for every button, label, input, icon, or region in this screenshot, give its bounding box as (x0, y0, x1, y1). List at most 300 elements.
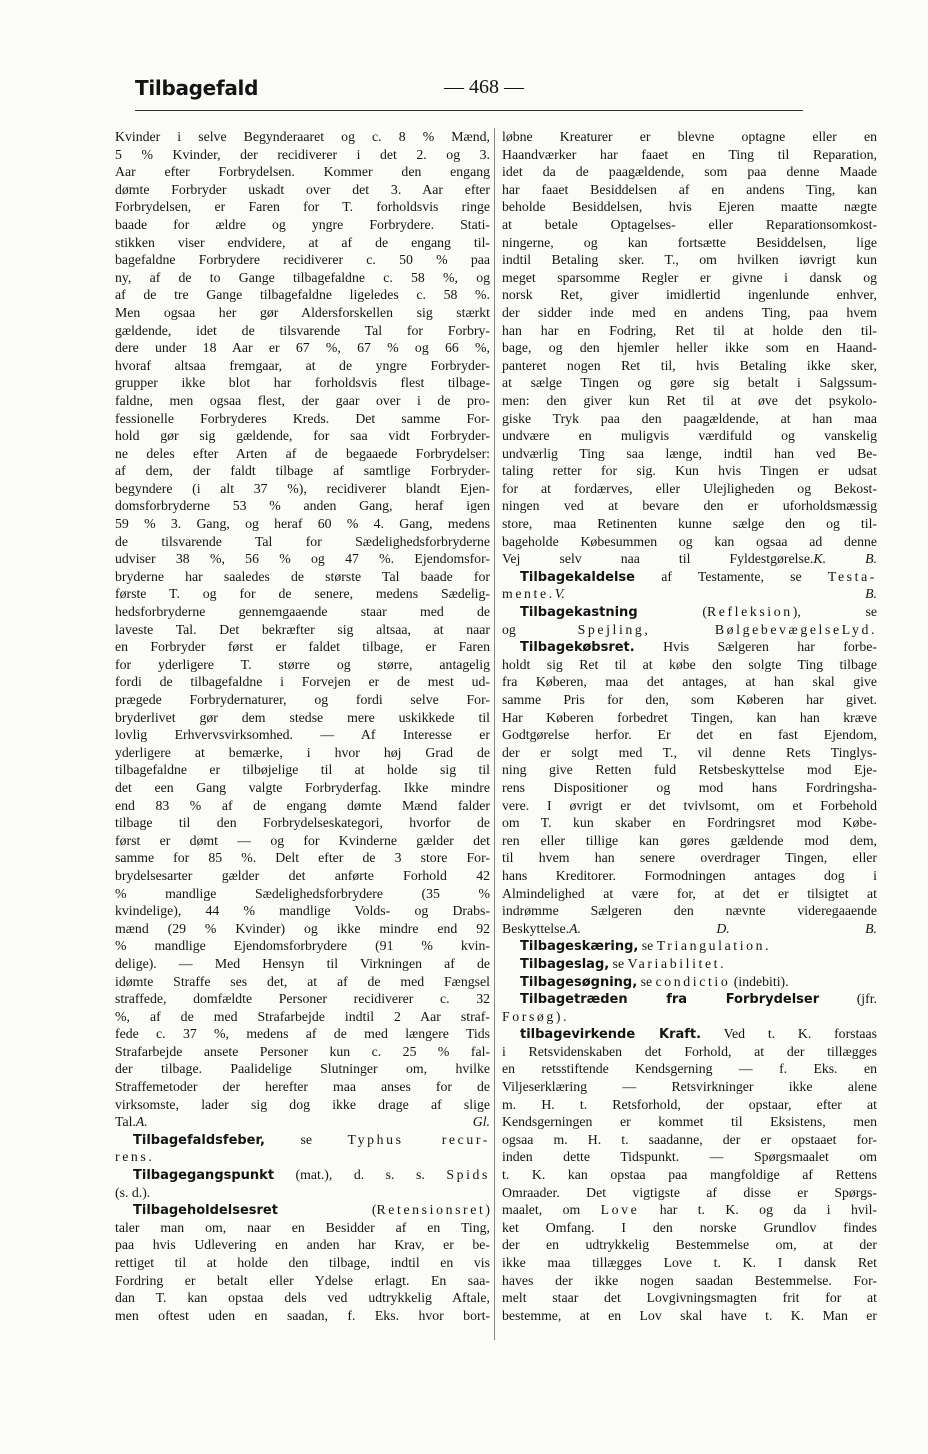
text-line (115, 779, 490, 797)
body-text: ket Omfang. I den norske Grundlov findes (502, 1219, 877, 1235)
body-text: se (264, 1131, 348, 1147)
author-signature: K. B. (813, 551, 877, 567)
body-text: se (609, 955, 628, 971)
page-number: — 468 — (444, 76, 524, 98)
text-line (115, 955, 490, 973)
body-text: bryderlivet gør dem stedse mere uskikkede til (115, 709, 490, 725)
body-text: se (638, 938, 657, 954)
body-text: at sælge Tingen og gøre sig betalt i Salgssum- (502, 375, 877, 391)
body-text: Beskyttelse. (502, 920, 570, 936)
text-line (115, 867, 490, 885)
body-text: Almindelighed at være for, at det er tilsigtet at (502, 885, 877, 901)
body-text: indtil Betaling sker. T., om hvilken iøvrigt kun (502, 252, 877, 268)
headword: Tilbagekøbsret. (520, 640, 635, 656)
body-text: Forbrydelsen, er Faren for T. forholdsvis ringe (115, 199, 490, 215)
text-line (115, 1096, 490, 1114)
body-text: ningerne, og kan fortsætte Besiddelsen, lige (502, 234, 877, 250)
text-line (502, 779, 877, 797)
body-text: for at fordærves, eller Ulejligheden og Bekost- (502, 480, 877, 496)
spaced-text: Spejling, Bølgebevægelse (577, 621, 842, 637)
text-line (115, 234, 490, 252)
headword: Tilbageskæring, (520, 939, 639, 955)
body-text: men: den giver kun Ret til at øve det psykolo- (502, 392, 877, 408)
text-line (502, 146, 877, 164)
text-line (115, 339, 490, 357)
text-line (502, 1289, 877, 1307)
text-line (502, 533, 877, 551)
text-line (115, 814, 490, 832)
body-text: lovlig Erhvervsvirksomhed. — Af Interesse er (115, 727, 490, 743)
body-text: stikken viser endvidere, at af de engang til- (115, 234, 490, 250)
body-text: laveste Tal. Det bekræfter sig altsaa, at naar (115, 621, 490, 637)
body-text: ningen ved at bevare den er uforholdsmæssig (502, 498, 877, 514)
body-text: har faaet Besiddelsen af en andens Ting, kan (502, 181, 877, 197)
body-text: (s. d.). (115, 1184, 151, 1200)
text-line (115, 427, 490, 445)
body-text: haves der ikke nogen saadan Bestemmelse. For- (502, 1272, 877, 1288)
body-text: til hvem han senere overdrager Tingen, eller (502, 850, 877, 866)
text-line (115, 392, 490, 410)
text-line (115, 603, 490, 621)
body-text: men oftest uden en saadan, f. Eks. hvor bort- (115, 1307, 490, 1323)
headword: Tilbageslag, (520, 956, 610, 972)
spaced-text: Triangulation. (656, 938, 772, 954)
text-line (115, 374, 490, 392)
text-line (115, 1060, 490, 1078)
headword: Tilbagetræden fra Forbrydelser (520, 992, 820, 1008)
body-text: maalet, om (502, 1202, 601, 1218)
body-text: m. H. t. Retsforhold, der opstaar, efter at (502, 1096, 877, 1112)
spaced-text: Lyd. (841, 621, 877, 637)
body-text: ) (485, 1202, 490, 1218)
body-text: (indebiti). (730, 973, 789, 989)
body-text: samme Pris for den, som Køberen har givet. (502, 692, 877, 707)
body-text: gældende, idet de tilsvarende Tal for Forbry- (115, 322, 490, 338)
body-text: begyndere (i alt 37 %), recidiverer blandt Ejen- (115, 480, 490, 496)
body-text: der sidder inde med en andens Ting, paa hvem (502, 304, 877, 320)
body-text: Tal. (115, 1114, 136, 1130)
author-signature: V. B. (554, 586, 877, 602)
text-line (502, 497, 877, 515)
body-text: bage, og den hjemler heller ikke som en Haand- (502, 340, 877, 356)
text-line (115, 1148, 490, 1166)
text-line (502, 902, 877, 920)
text-line (502, 1078, 877, 1096)
body-text: dan T. kan opstaa dels ved udtrykkelig Aftale, (115, 1290, 490, 1306)
body-text: panteret nogen Ret til, hvis Betaling ikke sker, (502, 357, 877, 373)
body-text: har t. K. og da i hvil- (639, 1202, 877, 1218)
body-text: Omraader. Det vigtigste af disse er Spørgs- (502, 1184, 877, 1200)
body-text: bagefaldne Forbrydere recidiverer c. 50 % paa (115, 252, 490, 268)
body-text: Godtgørelse herfor. Er det en fast Ejendom, (502, 727, 877, 743)
text-line (115, 1078, 490, 1096)
headword: Tilbagekaldelse (520, 569, 635, 585)
headword: tilbagevirkende Kraft. (520, 1027, 702, 1043)
text-line (115, 410, 490, 428)
text-line (502, 1096, 877, 1114)
headword: Tilbagefaldsfeber, (133, 1132, 265, 1148)
body-text: idømte Straffe ses det, at af de med Fængsel (115, 973, 490, 989)
body-text: ning give Retten fuld Retsbeskyttelse mod Eje- (502, 762, 877, 778)
text-line (502, 761, 877, 779)
running-head: Tilbagefald (135, 76, 259, 100)
text-line (115, 797, 490, 815)
headword: Tilbageholdelsesret (133, 1203, 278, 1219)
text-line (502, 726, 877, 744)
body-text: grupper ikke blot har forholdsvis flest tilbage- (115, 375, 490, 391)
spaced-text: Forsøg). (502, 1008, 570, 1024)
body-text: første T. og for de senere, medens Sædelig- (115, 586, 490, 602)
text-line (502, 410, 877, 428)
text-line (115, 357, 490, 375)
text-line (115, 445, 490, 463)
body-text: yderligere at bemærke, i hvor høj Grad de (115, 744, 490, 760)
text-line (502, 1219, 877, 1237)
text-line (502, 885, 877, 903)
text-line (502, 1008, 877, 1026)
body-text: Vej selv naa til Fyldestgørelse. (502, 551, 814, 567)
body-text: t. K. kan opstaa paa mangfoldige af Rettens (502, 1167, 877, 1183)
text-line (502, 357, 877, 375)
body-text: Men ogsaa her gør Aldersforskellen sig stærkt (115, 304, 490, 320)
text-line (502, 673, 877, 691)
body-text: der en udtrykkelig Bestemmelse om, at der (502, 1237, 877, 1253)
text-line (502, 198, 877, 216)
body-text: ne deles efter Arten af de begaaede Forbrydelser: (115, 445, 490, 461)
body-text: store, maa Retinenten kunne sælge den og til- (502, 516, 877, 532)
text-line (115, 568, 490, 586)
body-text: af de tre Gange tilbagefaldne ligeledes c. 58 %. (115, 287, 490, 303)
body-text: hvoraf altsaa fremgaar, at de yngre Forbryder- (115, 357, 490, 373)
body-text: domsforbryderne 53 % anden Gang, heraf igen (115, 498, 490, 514)
body-text: at betale Optagelses- eller Reparationsomkost- (502, 216, 877, 232)
text-line (502, 621, 877, 639)
body-text: udviser 38 %, 56 % og 47 %. Ejendomsfor- (115, 551, 490, 567)
entry-heading-line (502, 568, 877, 586)
text-line (502, 832, 877, 850)
body-text: norsk Ret, giver imidlertid ingenlunde enhver, (502, 287, 877, 303)
body-text: giske Tryk paa den paagældende, at han maa (502, 410, 877, 426)
spaced-text: condictio (655, 973, 731, 989)
text-line (502, 216, 877, 234)
body-text: dere under 18 Aar er 67 %, 67 % og 66 %, (115, 340, 490, 356)
headword: Tilbagekastning (520, 605, 638, 621)
body-text: om T. kun skaber en Fordringsret mod Købe- (502, 815, 877, 831)
headword: Tilbagegangspunkt (133, 1168, 275, 1184)
body-text: hans Kreditorer. Formodningen antages dog i (502, 867, 877, 883)
body-text: straffede, domfældte Personer recidiverer c. 32 (115, 991, 490, 1007)
body-text: Kendsgerningen er kommet til Eksistens, men (502, 1114, 877, 1130)
text-line (502, 339, 877, 357)
spaced-text: Love (600, 1202, 640, 1218)
text-line (115, 902, 490, 920)
body-text: bryderne har saaledes de største Tal baade for (115, 568, 490, 584)
text-line (502, 462, 877, 480)
body-text: undvære en muligvis værdifuld og vanskelig (502, 428, 877, 444)
text-line (115, 198, 490, 216)
body-text: bageholde Købesummen og kan ogsaa ad denne (502, 533, 877, 549)
body-text: Strafarbejde ansete Personer kun c. 25 % fal- (115, 1043, 490, 1059)
body-text: Aar efter Forbrydelsen. Kommer den engang (115, 164, 490, 180)
body-text: 59 % 3. Gang, og heraf 60 % 4. Gang, medens (115, 516, 490, 532)
text-line (115, 1184, 490, 1202)
body-text: de tilsvarende Tal for Sædelighedsforbryderne (115, 533, 490, 549)
body-text: ( (277, 1202, 377, 1218)
text-line (115, 497, 490, 515)
text-line (502, 322, 877, 340)
body-text: og (502, 621, 578, 637)
text-line (115, 462, 490, 480)
text-line (115, 1289, 490, 1307)
body-text: samme for 85 %. Delt efter de 3 store For- (115, 850, 490, 866)
body-text: beholde Besiddelsen, hvis Ejeren maatte nægte (502, 199, 877, 215)
body-text: (mat.), d. s. s. (274, 1167, 447, 1183)
body-text: en retsstiftende Kendsgerning — f. Eks. en (502, 1061, 877, 1077)
text-line (115, 1307, 490, 1325)
text-line (115, 1008, 490, 1026)
body-text: Har Køberen forbedret Tingen, kan han kræve (502, 709, 877, 725)
spaced-text: Refleksion (706, 604, 793, 620)
text-line (502, 1148, 877, 1166)
spaced-text: Typhus recur- (347, 1131, 490, 1147)
text-line (502, 286, 877, 304)
text-line (502, 1043, 877, 1061)
text-line (115, 533, 490, 551)
text-line (502, 163, 877, 181)
body-text: faldne, men ogsaa flest, der gaar over i de pro- (115, 392, 490, 408)
body-text: rettiget til at holde den tilbage, indtil en vis (115, 1255, 490, 1270)
text-line (115, 128, 490, 146)
text-line (502, 656, 877, 674)
body-text: prægede Forbrydernaturer, og fordi selve For- (115, 692, 490, 707)
text-line (502, 374, 877, 392)
text-line (502, 392, 877, 410)
text-line (115, 1025, 490, 1043)
text-line (502, 1254, 877, 1272)
body-text: der er solgt med T., vil denne Rets Tinglys- (502, 744, 877, 760)
spaced-text: Testa- (827, 568, 877, 584)
text-line (115, 146, 490, 164)
body-text: ny, af de to Gange tilbagefaldne c. 58 %, og (115, 269, 490, 285)
entry-heading-line (115, 1201, 490, 1219)
body-text: kvindelige), 44 % mandlige Volds- og Drabs- (115, 903, 490, 919)
text-line (115, 1272, 490, 1290)
body-text: Ved t. K. forstaas (701, 1026, 877, 1042)
text-line (502, 709, 877, 727)
text-line (115, 885, 490, 903)
text-line (502, 920, 877, 938)
body-text: for yderligere T. større og større, antagelig (115, 656, 490, 672)
body-text: fordi de tilbagefaldne i Forvejen er de mest ud- (115, 674, 490, 690)
body-text: først er dømt — og for Kvinderne gælder det (115, 832, 490, 848)
text-line (115, 181, 490, 199)
text-line (502, 1307, 877, 1325)
entry-heading-line (502, 638, 877, 656)
body-text: melt staar det Lovgivningsmagten frit for at (502, 1290, 877, 1306)
body-text: taling retter for sig. Kun hvis Tingen er udsat (502, 463, 877, 479)
body-text: Straffemetoder der herefter maa anses for de (115, 1079, 490, 1095)
entry-heading-line (115, 1131, 490, 1149)
body-text: 5 % Kvinder, der recidiverer i det 2. og 3. (115, 146, 490, 162)
text-line (115, 1113, 490, 1131)
body-text: løbne Kreaturer er blevne optagne eller en (502, 129, 877, 144)
body-text: fra Køberen, maa det antages, at han skal give (502, 674, 877, 690)
body-text: i Retsvidenskaben det Forhold, at der tillægges (502, 1043, 877, 1059)
text-line (115, 673, 490, 691)
spaced-text: mente. (502, 586, 555, 602)
text-line (502, 1272, 877, 1290)
body-text: ), se (792, 604, 877, 620)
body-text: af dem, der faldt tilbage af samtlige Forbryder- (115, 463, 490, 479)
body-text: hedsforbryderne gennemgaaende staar med de (115, 604, 490, 620)
text-line (115, 550, 490, 568)
right-column (502, 128, 877, 1344)
body-text: se (637, 973, 656, 989)
body-text: ( (637, 604, 707, 620)
entry-heading-line (502, 937, 877, 955)
text-line (115, 216, 490, 234)
body-text: dømte Forbryder uskadt over det 3. Aar efter (115, 181, 490, 197)
body-text: Fordring er betalt eller Ydelse erlagt. En saa- (115, 1272, 490, 1288)
text-line (502, 445, 877, 463)
body-text: der tilbage. Paalidelige Slutninger om, hvilke (115, 1061, 490, 1077)
body-text: inden dette Tidspunkt. — Spørgsmaalet om (502, 1149, 877, 1165)
text-line (502, 797, 877, 815)
text-line (115, 269, 490, 287)
body-text: en Forbryder først er faldet tilbage, er Faren (115, 639, 490, 655)
body-text: end 83 % af de engang dømte Mænd falder (115, 797, 490, 813)
body-text: holdt sig Ret til at købe den solgte Ting tilbage (502, 656, 877, 672)
body-text: meget sparsomme Regler er givne i dansk og (502, 269, 877, 285)
text-line (115, 251, 490, 269)
text-line (115, 990, 490, 1008)
body-text: virksomste, lader sig dog ikke drage af slige (115, 1096, 490, 1112)
entry-heading-line (502, 990, 877, 1008)
text-line (115, 973, 490, 991)
text-line (115, 621, 490, 639)
text-line (115, 585, 490, 603)
body-text: delige). — Med Hensyn til Virkningen af de (115, 955, 490, 971)
text-line (115, 726, 490, 744)
text-line (502, 867, 877, 885)
body-text: ren eller tillige kan gøres gældende mod dem, (502, 832, 877, 848)
spaced-text: Variabilitet. (627, 955, 727, 971)
text-line (115, 937, 490, 955)
body-text: tilbagefaldne er tilbøjelige til at holde sig til (115, 762, 490, 778)
author-signature: A. D. B. (569, 920, 877, 936)
column-divider (494, 128, 495, 1340)
body-text: fede c. 37 %, medens af de med længere Tids (115, 1026, 490, 1042)
body-text: af Testamente, se (635, 568, 828, 584)
text-line (502, 1236, 877, 1254)
text-line (115, 832, 490, 850)
body-text: Haandværker har faaet en Ting til Reparation, (502, 146, 877, 162)
body-text: Hvis Sælgeren har forbe- (634, 639, 877, 655)
text-line (115, 691, 490, 709)
text-line (502, 1201, 877, 1219)
text-line (115, 1043, 490, 1061)
text-line (115, 1219, 490, 1237)
body-text: bestemme, at en Lov skal have t. K. Man er (502, 1307, 877, 1323)
headword: Tilbagesøgning, (520, 974, 638, 990)
text-line (502, 1166, 877, 1184)
entry-heading-line (115, 1166, 490, 1184)
text-line (502, 181, 877, 199)
text-line (502, 1184, 877, 1202)
body-text: idet da de paagældende, som paa denne Maade (502, 164, 877, 180)
entry-heading-line (502, 1025, 877, 1043)
body-text: mænd (29 % Kvinder) og ikke mindre end 92 (115, 920, 490, 936)
text-line (502, 849, 877, 867)
text-line (502, 515, 877, 533)
text-line (502, 304, 877, 322)
body-text: %, af de med Strafarbejde indtil 2 Aar straf- (115, 1008, 490, 1024)
body-text: (jfr. (819, 991, 877, 1007)
body-text: baade for ældre og yngre Forbrydere. Stati- (115, 216, 490, 232)
text-line (502, 480, 877, 498)
text-line (502, 251, 877, 269)
text-line (502, 744, 877, 762)
entry-heading-line (502, 973, 877, 991)
body-text: vere. I øvrigt er det tvivlsomt, om et Forbehold (502, 797, 877, 813)
text-line (115, 480, 490, 498)
body-text: undværlig Ting saa længe, indtil han ved Be- (502, 445, 877, 461)
body-text: tilbage til den Forbrydelseskategori, hvorfor de (115, 815, 490, 831)
text-line (502, 128, 877, 146)
text-line (115, 744, 490, 762)
body-text: brydelsesarter gælder det anførte Forhold 42 (115, 867, 490, 883)
text-line (115, 1236, 490, 1254)
body-text: rens Dispositioner og mod hans Fordringsha- (502, 779, 877, 795)
text-line (502, 1113, 877, 1131)
body-text: hold gør sig gældende, for saa vidt Forbryder- (115, 428, 490, 444)
body-text: ikke maa tillægges Love t. K. I dansk Ret (502, 1255, 877, 1270)
text-line (502, 814, 877, 832)
left-column (115, 128, 490, 1344)
text-line (115, 761, 490, 779)
text-line (502, 585, 877, 603)
text-line (115, 163, 490, 181)
body-text: fessionelle Forbryderes Kreds. Det samme For- (115, 410, 490, 426)
text-line (115, 286, 490, 304)
text-line (115, 920, 490, 938)
text-line (502, 691, 877, 709)
body-text: % mandlige Sædelighedsforbrydere (35 % (115, 885, 490, 901)
body-text: taler man om, naar en Besidder af en Ting, (115, 1219, 490, 1235)
body-text: indrømme Sælgeren den nævnte videregaaende (502, 903, 877, 919)
body-text: det een Gang valgte Forbryderfag. Ikke mindre (115, 779, 490, 795)
spaced-text: rens. (115, 1149, 155, 1165)
text-line (115, 1254, 490, 1272)
body-text: Viljeserklæring — Retsvirkninger ikke alene (502, 1079, 877, 1095)
page-header (135, 70, 803, 111)
text-line (115, 638, 490, 656)
text-line (115, 304, 490, 322)
spaced-text: Retensionsret (376, 1202, 486, 1218)
text-line (115, 709, 490, 727)
body-text: % mandlige Ejendomsforbrydere (91 % kvin- (115, 938, 490, 954)
text-line (502, 550, 877, 568)
text-line (115, 656, 490, 674)
body-text: paa hvis Udlevering en anden har Krav, er be- (115, 1237, 490, 1253)
body-text: han har en Fodring, Ret til at holde den til- (502, 322, 877, 338)
body-text: Kvinder i selve Begynderaaret og c. 8 % Mænd, (115, 129, 490, 144)
spaced-text: Spids (446, 1167, 490, 1183)
text-line (502, 269, 877, 287)
text-line (502, 234, 877, 252)
author-signature: A. Gl. (135, 1114, 490, 1130)
text-line (115, 322, 490, 340)
